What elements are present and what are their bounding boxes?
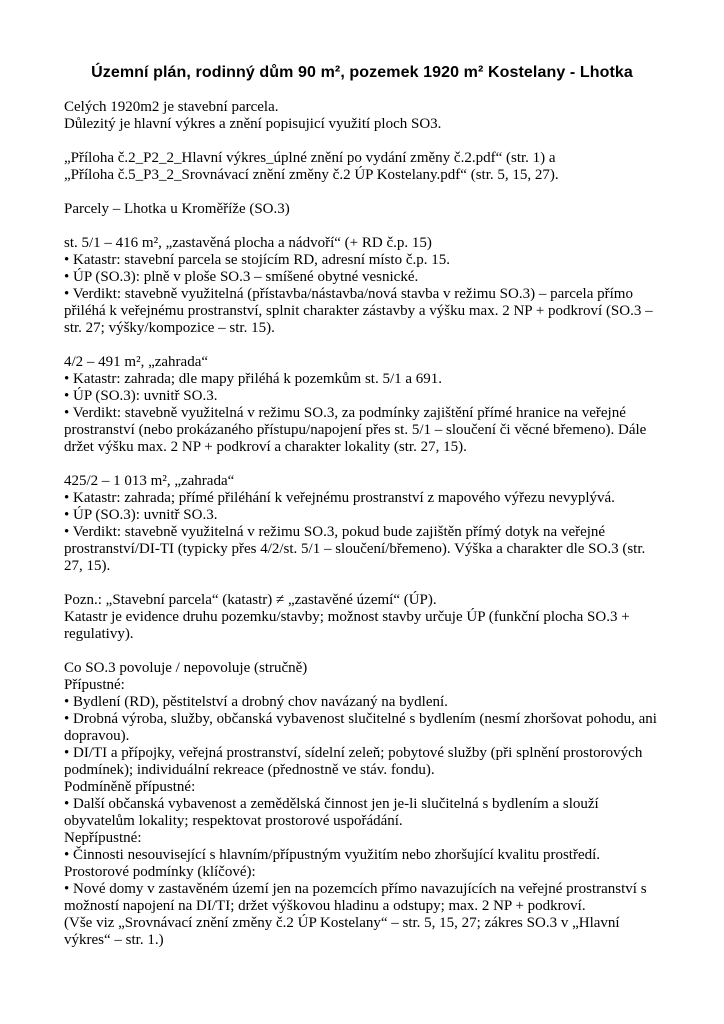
parcel-block-4-2	[64, 354, 660, 456]
text-line: Celých 1920m2 je stavební parcela.	[64, 99, 279, 115]
attachments-paragraph	[64, 150, 660, 184]
rules-subheading-pripustne: Přípustné:	[64, 677, 125, 693]
rules-subheading-prostorove: Prostorové podmínky (klíčové):	[64, 864, 256, 880]
document-title: Územní plán, rodinný dům 90 m², pozemek 1920 m² Kostelany - Lhotka	[91, 64, 633, 81]
rules-subheading-nepripustne: Nepřípustné:	[64, 830, 142, 846]
section-heading-text: Parcely – Lhotka u Kroměříže (SO.3)	[64, 201, 290, 217]
rules-heading: Co SO.3 povoluje / nepovoluje (stručně)	[64, 660, 308, 676]
attachment-reference: „Příloha č.2_P2_2_Hlavní výkres_úplné znění po vydání změny č.2.pdf“ (str. 1) a	[64, 150, 556, 166]
rules-closing-reference: (Vše viz „Srovnávací znění změny č.2 ÚP Kostelany“ – str. 5, 15, 27; zákres SO.3 v „Hlavní výkres“ – str. 1.)	[64, 915, 620, 948]
section-heading-parcels	[64, 201, 660, 218]
so3-rules-block	[64, 660, 660, 949]
note-line: Katastr je evidence druhu pozemku/stavby; možnost stavby určuje ÚP (funkční plocha SO.3 + regulativy).	[64, 609, 630, 642]
attachment-reference: „Příloha č.5_P3_2_Srovnávací znění změny č.2 ÚP Kostelany.pdf“ (str. 5, 15, 27).	[64, 167, 559, 183]
note-line: Pozn.: „Stavební parcela“ (katastr) ≠ „zastavěné území“ (ÚP).	[64, 592, 437, 608]
parcel-block-st-5-1	[64, 235, 660, 337]
note-paragraph	[64, 592, 660, 643]
rules-bullet: • Bydlení (RD), pěstitelství a drobný chov navázaný na bydlení.	[64, 694, 448, 710]
bullet-up: • ÚP (SO.3): plně v ploše SO.3 – smíšené obytné vesnické.	[64, 269, 419, 285]
rules-bullet: • Další občanská vybavenost a zemědělská činnost jen je-li slučitelná s bydlením a slouží obyvatelům lokality; respektovat prostorové uspořádání.	[64, 796, 599, 829]
bullet-katastr: • Katastr: zahrada; přímé přiléhání k veřejnému prostranství z mapového výřezu nevyplývá.	[64, 490, 615, 506]
rules-bullet: • Drobná výroba, služby, občanská vybavenost slučitelné s bydlením (nesmí zhoršovat pohodu, ani dopravou).	[64, 711, 657, 744]
parcel-block-425-2	[64, 473, 660, 575]
bullet-verdikt: • Verdikt: stavebně využitelná v režimu SO.3, za podmínky zajištění přímé hranice na veřejné prostranství (nebo prokázaného přístupu/napojení přes st. 5/1 – sloučení či věcné břemeno). Dále držet výšku max. 2 NP + podkroví a charakter lokality (str. 27, 15).	[64, 405, 647, 455]
rules-subheading-podminene: Podmíněně přípustné:	[64, 779, 196, 795]
bullet-katastr: • Katastr: stavební parcela se stojícím RD, adresní místo č.p. 15.	[64, 252, 450, 268]
bullet-up: • ÚP (SO.3): uvnitř SO.3.	[64, 388, 218, 404]
bullet-verdikt: • Verdikt: stavebně využitelná (přístavba/nástavba/nová stavba v režimu SO.3) – parcela přímo přiléhá k veřejnému prostranství, splnit charakter zástavby a výšku max. 2 NP + podkroví (SO.3 – str. 27; výšky/kompozice – str. 15).	[64, 286, 653, 336]
parcel-heading: st. 5/1 – 416 m², „zastavěná plocha a nádvoří“ (+ RD č.p. 15)	[64, 235, 432, 251]
bullet-katastr: • Katastr: zahrada; dle mapy přiléhá k pozemkům st. 5/1 a 691.	[64, 371, 443, 387]
rules-bullet: • Nové domy v zastavěném území jen na pozemcích přímo navazujících na veřejné prostranství s možností napojení na DI/TI; držet výškovou hladinu a odstupy; max. 2 NP + podkroví.	[64, 881, 647, 914]
bullet-up: • ÚP (SO.3): uvnitř SO.3.	[64, 507, 218, 523]
rules-bullet: • Činnosti nesouvisející s hlavním/přípustným využitím nebo zhoršující kvalitu prostředí.	[64, 847, 601, 863]
text-line: Důlezitý je hlavní výkres a znění popisujicí využití ploch SO3.	[64, 116, 442, 132]
parcel-heading: 425/2 – 1 013 m², „zahrada“	[64, 473, 235, 489]
bullet-verdikt: • Verdikt: stavebně využitelná v režimu SO.3, pokud bude zajištěn přímý dotyk na veřejné prostranství/DI-TI (typicky přes 4/2/st. 5/1 – sloučení/břemeno). Výška a charakter dle SO.3 (str. 27, 15).	[64, 524, 646, 574]
intro-paragraph	[64, 99, 660, 133]
rules-bullet: • DI/TI a přípojky, veřejná prostranství, sídelní zeleň; pobytové služby (při splnění prostorových podmínek); individuální rekreace (přednostně ve stáv. fondu).	[64, 745, 643, 778]
parcel-heading: 4/2 – 491 m², „zahrada“	[64, 354, 209, 370]
